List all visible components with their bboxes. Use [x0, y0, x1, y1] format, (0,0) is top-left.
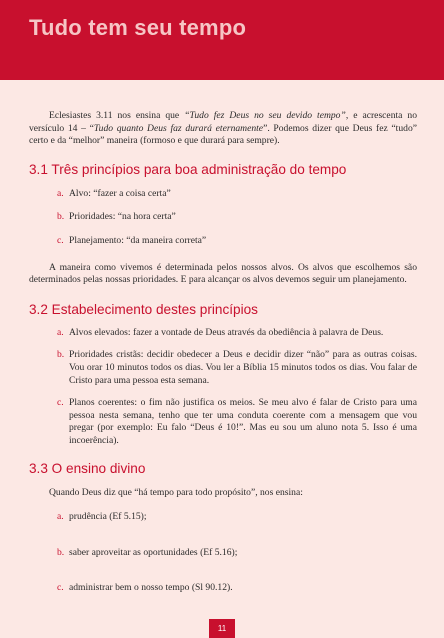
page-title: Tudo tem seu tempo: [29, 15, 247, 40]
item-text: Planos coerentes: o fim não justifica os meios. Se meu alvo é falar de Cristo para uma pessoa nesta semana, tenho que ter uma conduta coerente com a mensagem que vou pregar (por exemplo: Eu falo “Deus é 10!”. Mas eu sou um aluno nota 5. Isso é uma incoerência).: [69, 397, 417, 446]
intro-quote-1: “Tudo fez Deus no seu devido tempo”: [184, 110, 346, 121]
section-1-paragraph: A maneira como vivemos é determinada pelos nossos alvos. Os alvos que escolhemos são determinados pelas nossas prioridades. E para alcançar os alvos devemos seguir um planejamento.: [29, 261, 417, 286]
item-text: Planejamento: “da maneira correta”: [69, 234, 207, 246]
list-item: [57, 582, 417, 595]
page-header: [0, 0, 444, 80]
item-text: administrar bem o nosso tempo (Sl 90.12).: [69, 582, 233, 594]
item-text: Prioridades cristãs: decidir obedecer a Deus e decidir dizer “não” para as outras coisas. Vou orar 10 minutos todos os dias. Vou ler a Bíblia 15 minutos todos os dias. Vou falar de Cristo para uma pessoa esta semana.: [69, 349, 417, 386]
section-3-lead: Quando Deus diz que “há tempo para todo propósito”, nos ensina:: [49, 486, 303, 498]
item-letter: c.: [57, 397, 64, 409]
page-number: 11: [209, 619, 235, 638]
list-item: [57, 547, 417, 560]
section-heading-3-3: 3.3 O ensino divino: [29, 460, 146, 476]
list-item: [57, 188, 417, 201]
item-letter: c.: [57, 234, 64, 246]
item-text: Alvos elevados: fazer a vontade de Deus através da obediência à palavra de Deus.: [69, 326, 384, 338]
list-item: [57, 327, 417, 340]
section-heading-3-1: 3.1 Três princípios para boa administração do tempo: [29, 161, 347, 177]
section-2-list: [29, 327, 417, 448]
item-text: Alvo: “fazer a coisa certa”: [69, 187, 171, 199]
item-letter: a.: [57, 511, 64, 523]
list-item: [57, 211, 417, 224]
section-heading-3-2: 3.2 Estabelecimento destes princípios: [29, 301, 258, 317]
item-letter: b.: [57, 211, 65, 223]
section-1-list: [29, 188, 417, 248]
list-item: [57, 397, 417, 447]
intro-text-2: , e acrescenta no versículo 14 – “: [29, 110, 418, 134]
intro-text-1: Eclesiastes 3.11 nos ensina que: [49, 110, 185, 121]
item-text: Prioridades: “na hora certa”: [69, 211, 176, 223]
item-letter: b.: [57, 349, 65, 361]
list-item: [57, 349, 417, 387]
intro-quote-2: Tudo quanto Deus faz durará eternamente: [93, 122, 264, 134]
item-letter: c.: [57, 582, 64, 594]
item-text: prudência (Ef 5.15);: [69, 511, 147, 523]
item-letter: a.: [57, 326, 64, 338]
page-content: [29, 110, 417, 595]
section-3-list: [29, 511, 417, 595]
list-item: [57, 511, 417, 524]
item-letter: a.: [57, 187, 64, 199]
intro-text-3: ”. Podemos dizer que Deus fez “tudo” certo e da “melhor” maneira (formoso e que durará para sempre).: [29, 122, 417, 147]
intro-paragraph: [29, 110, 417, 148]
item-letter: b.: [57, 546, 65, 558]
item-text: saber aproveitar as oportunidades (Ef 5.16);: [69, 546, 238, 558]
list-item: [57, 235, 417, 248]
